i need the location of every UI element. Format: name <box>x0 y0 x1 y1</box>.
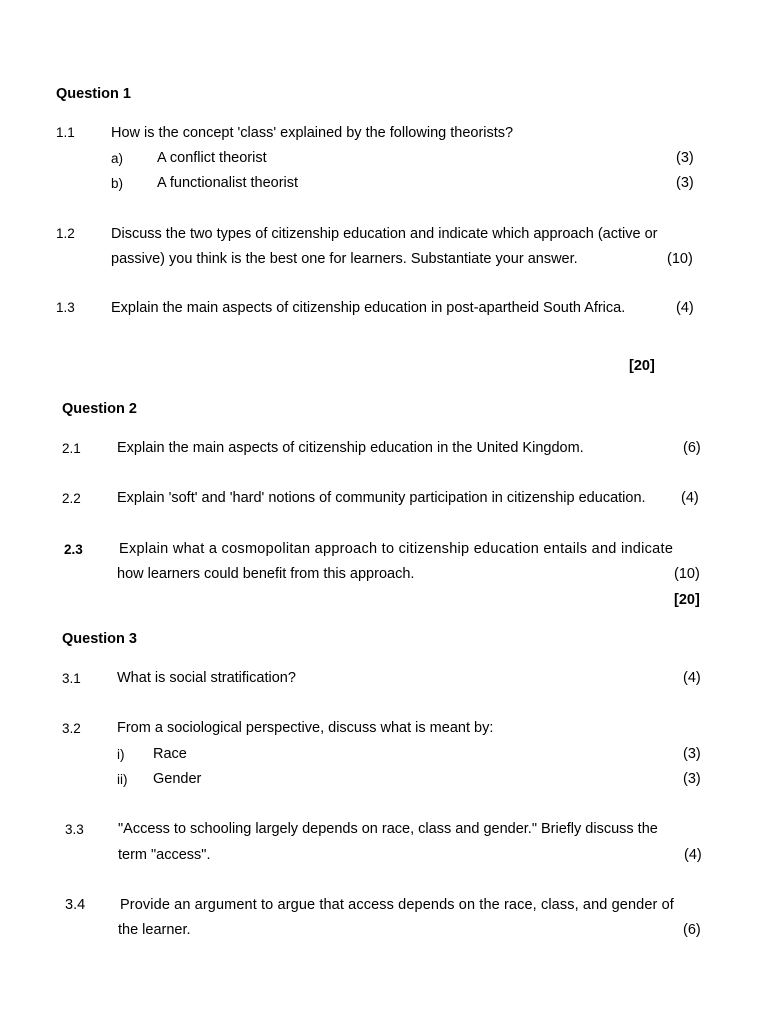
marks-2-2: (4) <box>681 490 699 506</box>
marks-1-3: (4) <box>676 300 694 316</box>
marks-1-2: (10) <box>667 251 693 267</box>
item-number-1-3: 1.3 <box>56 300 75 315</box>
sub-label-b: b) <box>111 176 124 191</box>
item-text-1-2-line2: passive) you think is the best one for learners. Substantiate your answer. <box>111 251 578 267</box>
item-number-3-2: 3.2 <box>62 721 81 736</box>
item-text-1-2-line1: Discuss the two types of citizenship education and indicate which approach (active or <box>111 226 658 242</box>
sub-label-i: i) <box>117 747 125 762</box>
item-number-2-2: 2.2 <box>62 491 81 506</box>
item-text-1-3: Explain the main aspects of citizenship education in post-apartheid South Africa. <box>111 300 626 316</box>
item-number-2-3: 2.3 <box>64 542 83 557</box>
question-2-heading: Question 2 <box>62 401 137 417</box>
item-text-2-3-line2: how learners could benefit from this approach. <box>117 566 415 582</box>
item-text-3-2: From a sociological perspective, discuss what is meant by: <box>117 720 494 736</box>
item-text-3-4-line1: Provide an argument to argue that access depends on the race, class, and gender of <box>120 897 674 913</box>
item-number-3-1: 3.1 <box>62 671 81 686</box>
question-3-heading: Question 3 <box>62 631 137 647</box>
marks-3-2-i: (3) <box>683 746 701 762</box>
sub-text-b: A functionalist theorist <box>157 175 299 191</box>
marks-2-3: (10) <box>674 566 700 582</box>
question-2-total: [20] <box>674 592 700 608</box>
item-text-3-3-line1: "Access to schooling largely depends on race, class and gender." Briefly discuss the <box>118 821 658 837</box>
marks-1-1-b: (3) <box>676 175 694 191</box>
question-1-heading: Question 1 <box>56 86 131 102</box>
item-number-3-3: 3.3 <box>65 822 84 837</box>
marks-3-3: (4) <box>684 847 702 863</box>
item-text-1-1: How is the concept 'class' explained by the following theorists? <box>111 125 514 141</box>
question-1-total: [20] <box>629 358 655 374</box>
sub-text-i: Race <box>153 746 187 762</box>
sub-label-a: a) <box>111 151 124 166</box>
sub-text-a: A conflict theorist <box>157 150 267 166</box>
marks-3-2-ii: (3) <box>683 771 701 787</box>
item-number-1-1: 1.1 <box>56 125 75 140</box>
marks-3-4: (6) <box>683 922 701 938</box>
sub-label-ii: ii) <box>117 772 128 787</box>
item-number-1-2: 1.2 <box>56 226 75 241</box>
item-text-3-4-line2: the learner. <box>118 922 191 938</box>
item-text-2-3-line1: Explain what a cosmopolitan approach to citizenship education entails and indicate <box>119 541 674 557</box>
item-text-2-2: Explain 'soft' and 'hard' notions of community participation in citizenship education. <box>117 490 646 506</box>
marks-1-1-a: (3) <box>676 150 694 166</box>
marks-2-1: (6) <box>683 440 701 456</box>
item-text-3-1: What is social stratification? <box>117 670 296 686</box>
item-text-3-3-line2: term "access". <box>118 847 211 863</box>
sub-text-ii: Gender <box>153 771 202 787</box>
marks-3-1: (4) <box>683 670 701 686</box>
item-text-2-1: Explain the main aspects of citizenship education in the United Kingdom. <box>117 440 584 456</box>
item-number-3-4: 3.4 <box>65 897 86 913</box>
item-number-2-1: 2.1 <box>62 441 81 456</box>
